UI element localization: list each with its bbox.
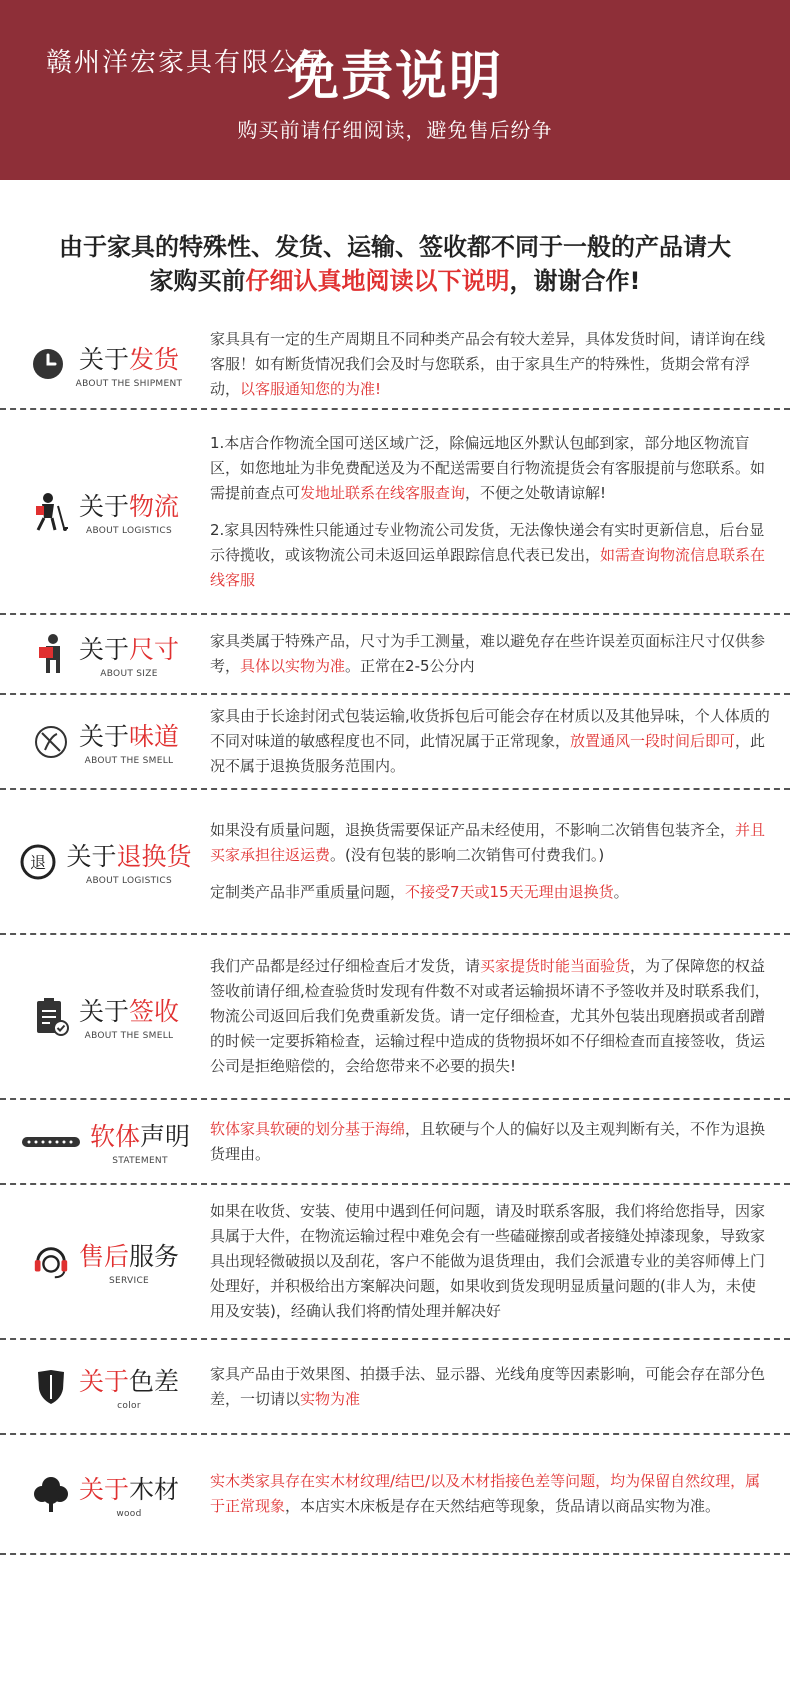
section-title-highlight: 售后 [78,1242,129,1271]
no-smell-icon [31,722,71,762]
section-subtitle: ABOUT THE SHIPMENT [75,378,183,389]
section-content [210,1469,790,1519]
section-subtitle: SERVICE [108,1276,150,1286]
return-icon [18,842,58,882]
section-label-text [90,1117,190,1166]
paragraph-text: 家具具有一定的生产周期且不同种类产品会有较大差异，具体发货时间，请详询在线客服！如有断货情况我们会及时与您联系，由于家具生产的特殊性，货期会常有浮动， [210,329,766,398]
paragraph-highlight: 以客服通知您的为准! [240,379,382,398]
intro-line1: 由于家具的特殊性、发货、运输、签收都不同于一般的产品请大 [59,233,731,261]
box-carrier-icon [31,634,71,674]
section-content [210,431,790,593]
section-label [0,717,210,766]
section-content [210,1117,790,1167]
section-title-pre: 关于 [78,634,129,664]
section-label-text [66,837,191,886]
intro-line2-post: ，谢谢合作! [509,267,641,295]
section-label [0,340,210,389]
sponge-icon [20,1122,82,1162]
section-title-highlight: 关于 [78,1367,129,1396]
section-title [79,487,179,523]
section-paragraph [210,629,770,679]
section-label-text [79,717,179,766]
section-subtitle: STATEMENT [112,1156,168,1166]
section-9 [0,1435,790,1555]
section-label [0,1237,210,1286]
svg-text:退: 退 [30,852,47,872]
section-label-text [79,1362,179,1411]
section-subtitle: ABOUT THE SMELL [84,756,174,766]
section-content [210,1362,790,1412]
paragraph-text: 1.本店合作物流全国可送区域广泛，除偏远地区外默认包邮到家，部分地区物流盲区，如您地址为非免费配送及为不配送需要自行物流提货会有客服提前与您联系。如需提前查点可 [210,433,766,502]
section-title [79,717,179,753]
section-title-highlight: 关于 [78,1474,129,1504]
header-banner [0,0,790,180]
paragraph-tail: ，且软硬与个人的偏好以及主观判断有关，不作为退换货理由。 [210,1119,766,1163]
section-7 [0,1185,790,1340]
paragraph-text: 家具类属于特殊产品，尺寸为手工测量，难以避免存在些许误差页面标注尺寸仅供参考， [210,632,766,675]
section-label [0,837,210,886]
section-title-pre: 关于 [78,997,129,1026]
section-5 [0,935,790,1100]
paragraph-text: 如果在收货、安装、使用中遇到任何问题，请及时联系客服，我们将给您指导，因家具属于大件，在物流运输过程中难免会有一些磕碰擦刮或者接缝处掉漆现象，导致家具出现轻微破损以及刮花，客户不能做为退货理由，我们会派遣专业的美容师傅上门处理好，并积极给出方案解决问题，如果收到货发现明显质量问题的(非人为，未使用及安装)，经确认我们将酌情处理并解决好 [210,1202,766,1320]
section-title-highlight: 物流 [129,492,180,521]
paragraph-tail: 。 [613,883,629,901]
paragraph-text: 我们产品都是经过仔细检查后才发货，请 [210,957,481,975]
section-label-text [79,1470,179,1519]
paragraph-text: 如果没有质量问题，退换货需要保证产品未经使用，不影响二次销售包装齐全， [210,821,736,839]
paragraph-text: 家具由于长途封闭式包装运输,收货拆包后可能会存在材质以及其他异味，个人体质的不同对味道的敏感程度也不同，此情况属于正常现象， [210,707,770,750]
section-paragraph [210,1117,770,1167]
paragraph-highlight: 并且买家承担往返运费 [210,821,766,864]
section-subtitle: ABOUT SIZE [100,668,158,679]
section-paragraph [210,954,770,1079]
paragraph-text: 家具产品由于效果图、拍摄手法、显示器、光线角度等因素影响，可能会存在部分色差，一切请以 [210,1364,766,1408]
section-title [79,630,179,666]
paragraph-tail: 。(没有包装的影响二次销售可付费我们。) [330,846,605,864]
paragraph-tail: 。正常在2-5公分内 [345,657,475,675]
paragraph-highlight: 放置通风一段时间后即可 [570,732,736,750]
intro-line2-red: 仔细认真地阅读以下说明 [245,267,510,295]
section-title [66,837,191,873]
section-paragraph [210,518,770,593]
section-title-highlight: 发货 [128,344,179,374]
intro-line2-pre: 家购买前 [149,267,246,295]
paragraph-text: 2.家具因特殊性只能通过专业物流公司发货，无法像快递会有实时更新信息，后台显示待揽收，或该物流公司未返回运单跟踪信息代表已发出， [210,520,765,564]
section-2 [0,615,790,695]
section-content [210,327,790,402]
section-title-pre: 关于 [78,492,129,521]
delivery-person-icon [31,492,71,532]
section-subtitle: ABOUT LOGISTICS [86,526,172,536]
section-content [210,629,790,679]
section-label-text [79,992,179,1041]
section-8 [0,1340,790,1435]
section-title-highlight: 签收 [129,997,180,1026]
section-label [0,1470,210,1519]
section-label-text [76,340,183,389]
section-paragraph [210,1199,770,1324]
section-title-post: 服务 [129,1242,180,1271]
section-title-post: 声明 [140,1122,191,1151]
section-label [0,1117,210,1166]
section-0 [0,320,790,410]
section-title-highlight: 软体 [89,1122,140,1151]
section-paragraph [210,704,770,779]
section-title-highlight: 尺寸 [129,634,180,664]
section-6 [0,1100,790,1185]
paragraph-tail: ，此况不属于退换货服务范围内。 [210,732,766,775]
company-name: 赣州洋宏家具有限公司 [46,48,327,78]
section-1 [0,410,790,615]
section-title-highlight: 退换货 [116,842,192,871]
section-title-post: 色差 [129,1367,180,1396]
paragraph-highlight: 实物为准 [300,1389,361,1408]
page-subtitle: 购买前请仔细阅读，避免售后纷争 [237,118,553,142]
section-title-highlight: 味道 [129,722,180,751]
shield-icon [31,1367,71,1407]
headset-icon [31,1242,71,1282]
section-content [210,1199,790,1324]
section-title-post: 木材 [129,1474,180,1504]
paragraph-text: 定制类产品非严重质量问题， [210,883,406,901]
section-title-pre: 关于 [78,344,129,374]
section-title [76,340,183,376]
section-title [90,1117,190,1153]
section-paragraph [210,818,770,868]
section-content [210,704,790,779]
section-label [0,630,210,679]
section-label-text [79,487,179,536]
section-title-pre: 关于 [66,842,117,871]
sections-list [0,320,790,1555]
paragraph-tail: ，不便之处敬请谅解! [465,483,607,502]
section-label [0,992,210,1041]
section-subtitle: color [117,1401,141,1411]
section-title [79,1470,179,1506]
intro-text [40,230,750,310]
section-content [210,818,790,905]
section-title [79,992,179,1028]
section-3 [0,695,790,790]
section-subtitle: ABOUT THE SMELL [84,1031,174,1041]
section-paragraph [210,431,770,506]
section-title-pre: 关于 [78,722,129,751]
section-paragraph [210,1469,770,1519]
section-subtitle: ABOUT LOGISTICS [86,876,172,886]
paragraph-tail: ，为了保障您的权益签收前请仔细,检查验货时发现有件数不对或者运输损坏请不予签收并及时联系我们，物流公司返回后我们免费重新发货。请一定仔细检查，尤其外包装出现磨损或者刮蹭的时候一定要拆箱检查，运输过程中造成的货物损坏如不仔细检查而直接签收，货运公司是拒绝赔偿的，会给您带来不必要的损失! [210,957,770,1075]
section-paragraph [210,327,770,402]
section-4 [0,790,790,935]
paragraph-highlight: 买家提货时能当面验货 [480,957,631,975]
section-title [79,1237,179,1273]
paragraph-highlight: 具体以实物为准 [240,657,346,675]
page-title: 免责说明 [286,47,503,107]
section-subtitle: wood [116,1508,142,1519]
section-label-text [79,1237,179,1286]
section-title [79,1362,179,1398]
section-paragraph [210,880,770,905]
paragraph-highlight: 发地址联系在线客服查询 [300,483,466,502]
section-label-text [79,630,179,679]
paragraph-highlight: 如需查询物流信息联系在线客服 [210,545,766,589]
section-content [210,954,790,1079]
section-label [0,487,210,536]
paragraph-highlight: 不接受7天或15天无理由退换货 [405,883,614,901]
clipboard-check-icon [31,997,71,1037]
section-paragraph [210,1362,770,1412]
paragraph-highlight: 软体家具软硬的划分基于海绵 [210,1119,406,1138]
section-label [0,1362,210,1411]
clock-icon [28,344,68,384]
tree-icon [31,1474,71,1514]
paragraph-tail: ，本店实木床板是存在天然结疤等现象，货品请以商品实物为准。 [285,1497,721,1515]
paragraph-highlight: 实木类家具存在实木材纹理/结巴/以及木材指接色差等问题，均为保留自然纹理，属于正常现象 [210,1472,761,1515]
